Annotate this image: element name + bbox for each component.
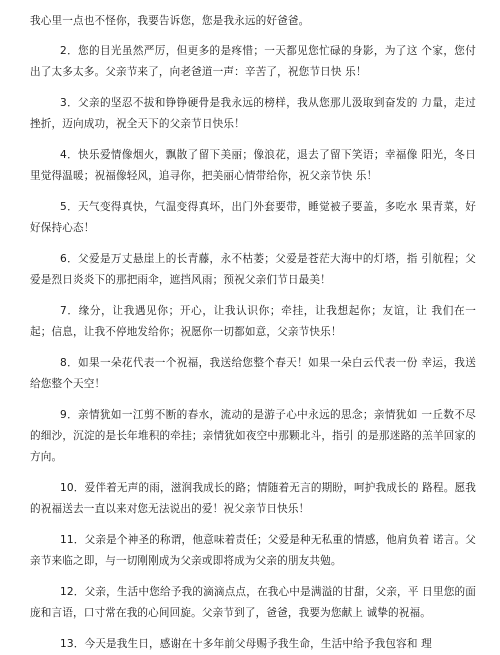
paragraph-continuation: 我心里一点也不怪你，我要告诉您，您是我永远的好爸爸。 (30, 15, 310, 27)
paragraph-2: 2．您的目光虽然严厉，但更多的是疼惜；一天都见您忙碌的身影，为了这 个家，您付出了太多太多。父亲节来了，向老爸道一声：辛苦了，祝您节日快 乐！ (30, 45, 476, 78)
paragraph-10: 10．爱伴着无声的雨，滋润我成长的路；情随着无言的期盼，呵护我成长的 路程。愿我的祝福送去一直以来对您无法说出的爱！祝父亲节日快乐！ (30, 482, 476, 515)
paragraph-5: 5．天气变得真快，气温变得真坏，出门外套要带，睡觉被子要盖，多吃水 果青菜，好好保持心态！ (30, 201, 476, 234)
paragraph-6: 6．父爱是万丈悬崖上的长青藤，永不枯萎；父爱是苍茫大海中的灯塔，指 引航程；父爱是烈日炎炎下的那把雨伞，遮挡风雨；预祝父亲们节日最美！ (30, 253, 476, 286)
paragraph-13: 13．今天是我生日，感谢在十多年前父母赐予我生命，生活中给予我包容和 理 (60, 638, 432, 650)
paragraph-7: 7．缘分，让我遇见你；开心，让我认识你；牵挂，让我想起你；友谊，让 我们在一起；信息，让我不停地发给你；祝愿你一切都如意，父亲节快乐！ (30, 305, 476, 338)
paragraph-12: 12．父亲，生活中您给予我的滴滴点点，在我心中是满溢的甘甜，父亲，平 日里您的面庞和言语，口寸常在我的心间回旋。父亲节到了，爸爸，我要为您献上 诚挚的祝福。 (30, 586, 476, 619)
paragraph-3: 3．父亲的坚忍不拔和铮铮硬骨是我永远的榜样，我从您那儿汲取到奋发的 力量，走过挫折，迈向成功，祝全天下的父亲节日快乐！ (30, 97, 476, 130)
paragraph-8: 8．如果一朵花代表一个祝福，我送给您整个春天！如果一朵白云代表一份 幸运，我送给您整个天空！ (30, 357, 476, 390)
paragraph-4: 4．快乐爱情像烟火，飘散了留下美丽；像浪花，退去了留下笑语；幸福像 阳光，冬日里觉得温暖；祝福像轻风，追寻你，把美丽心情带给你，祝父亲节快 乐！ (30, 149, 476, 182)
paragraph-11: 11．父亲是个神圣的称谓，他意味着责任；父爱是种无私重的情感，他肩负着 诺言。父亲节来临之即，与一切刚刚成为父亲或即将成为父亲的朋友共勉。 (30, 534, 476, 567)
paragraph-9: 9．亲情犹如一江剪不断的春水，流动的是游子心中永远的思念；亲情犹如 一丘数不尽的细沙，沉淀的是长年堆积的牵挂；亲情犹如夜空中那颗北斗，指引 的是那迷路的羔羊回家的方向。 (30, 409, 476, 463)
